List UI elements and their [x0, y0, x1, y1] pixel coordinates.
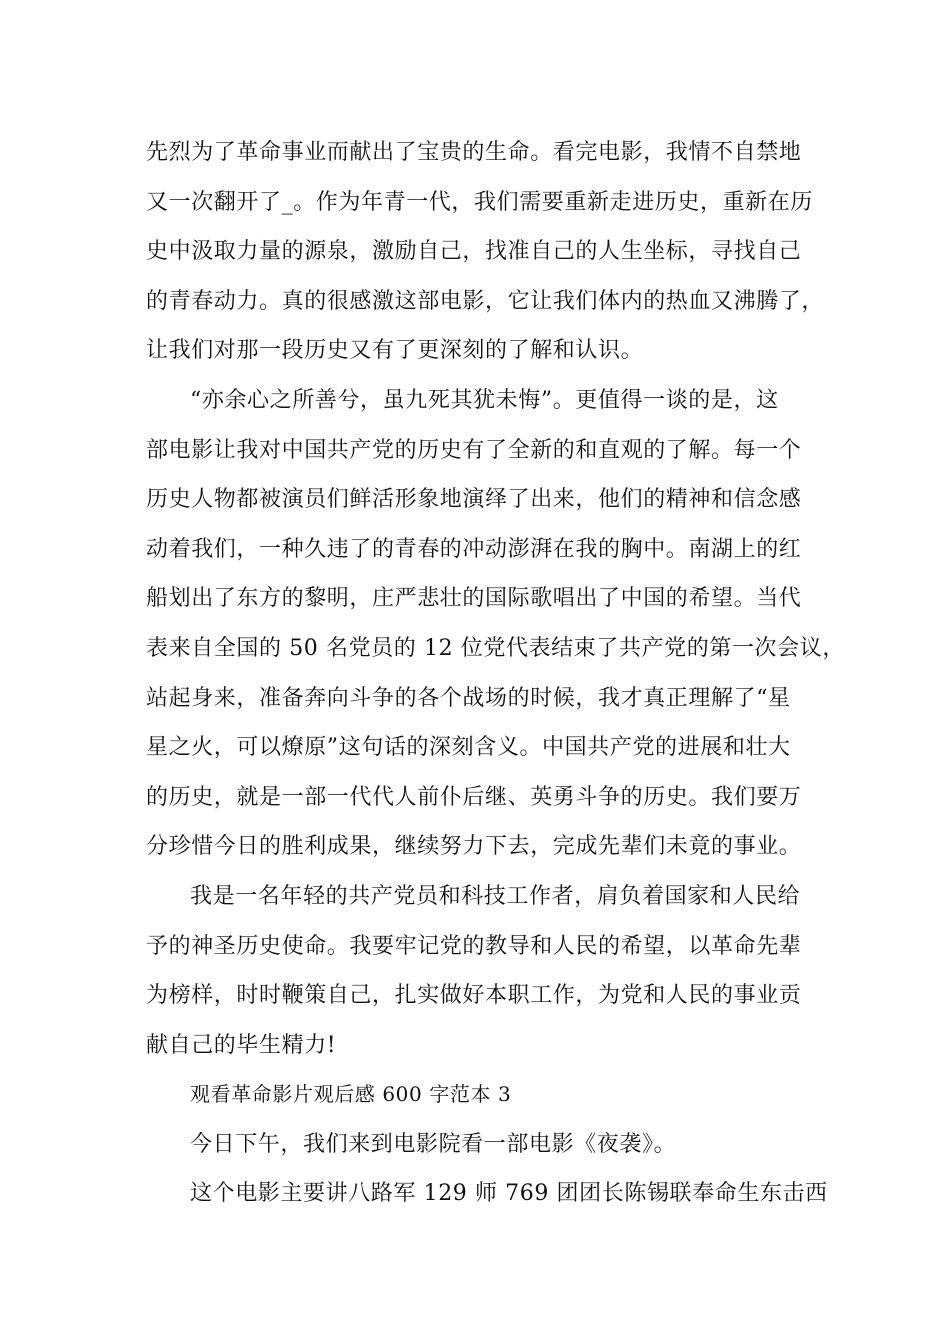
text-line: 站起身来，准备奔向斗争的各个战场的时候，我才真正理解了“星 — [146, 685, 791, 711]
text-line: 表来自全国的 50 名党员的 12 位党代表结束了共产党的第一次会议， — [146, 635, 845, 661]
body-text — [146, 128, 845, 1219]
text-line: 星之火，可以燎原”这句话的深刻含义。中国共产党的进展和壮大 — [146, 735, 791, 761]
paragraph-start-line: 我是一名年轻的共产党员和科技工作者，肩负着国家和人民给 — [190, 883, 801, 909]
text-line: 予的神圣历史使命。我要牢记党的教导和人民的希望，以革命先辈 — [146, 933, 802, 959]
text-line: 部电影让我对中国共产党的历史有了全新的和直观的了解。每一个 — [146, 437, 802, 463]
text-line: 为榜样，时时鞭策自己，扎实做好本职工作，为党和人民的事业贡 — [146, 983, 802, 1009]
paragraph-start-line: 这个电影主要讲八路军 129 师 769 团团长陈锡联奉命生东击西 — [190, 1181, 828, 1207]
text-line: 献自己的毕生精力! — [146, 1032, 337, 1058]
paragraph-start-line: “亦余心之所善兮，虽九死其犹未悔”。更值得一谈的是，这 — [190, 387, 779, 413]
text-line: 的青春动力。真的很感激这部电影，它让我们体内的热血又沸腾了， — [146, 288, 825, 314]
text-line: 的历史，就是一部一代代人前仆后继、英勇斗争的历史。我们要万 — [146, 784, 802, 810]
text-line: 史中汲取力量的源泉，激励自己，找准自己的人生坐标，寻找自己 — [146, 239, 802, 265]
text-line: 历史人物都被演员们鲜活形象地演绎了出来，他们的精神和信念感 — [146, 487, 802, 513]
text-line: 船划出了东方的黎明，庄严悲壮的国际歌唱出了中国的希望。当代 — [146, 586, 802, 612]
text-line: 先烈为了革命事业而献出了宝贵的生命。看完电影，我情不自禁地 — [146, 140, 802, 165]
text-line: 动着我们，一种久违了的青春的冲动澎湃在我的胸中。南湖上的红 — [146, 536, 802, 562]
text-line: 分珍惜今日的胜利成果，继续努力下去，完成先辈们未竟的事业。 — [146, 834, 802, 860]
paragraph-start-line: 今日下午，我们来到电影院看一部电影《夜袭》。 — [190, 1131, 677, 1157]
text-line: 又一次翻开了_。作为年青一代，我们需要重新走进历史，重新在历 — [146, 189, 814, 215]
text-line: 让我们对那一段历史又有了更深刻的了解和认识。 — [146, 338, 644, 364]
section-heading: 观看革命影片观后感 600 字范本 3 — [190, 1082, 512, 1107]
